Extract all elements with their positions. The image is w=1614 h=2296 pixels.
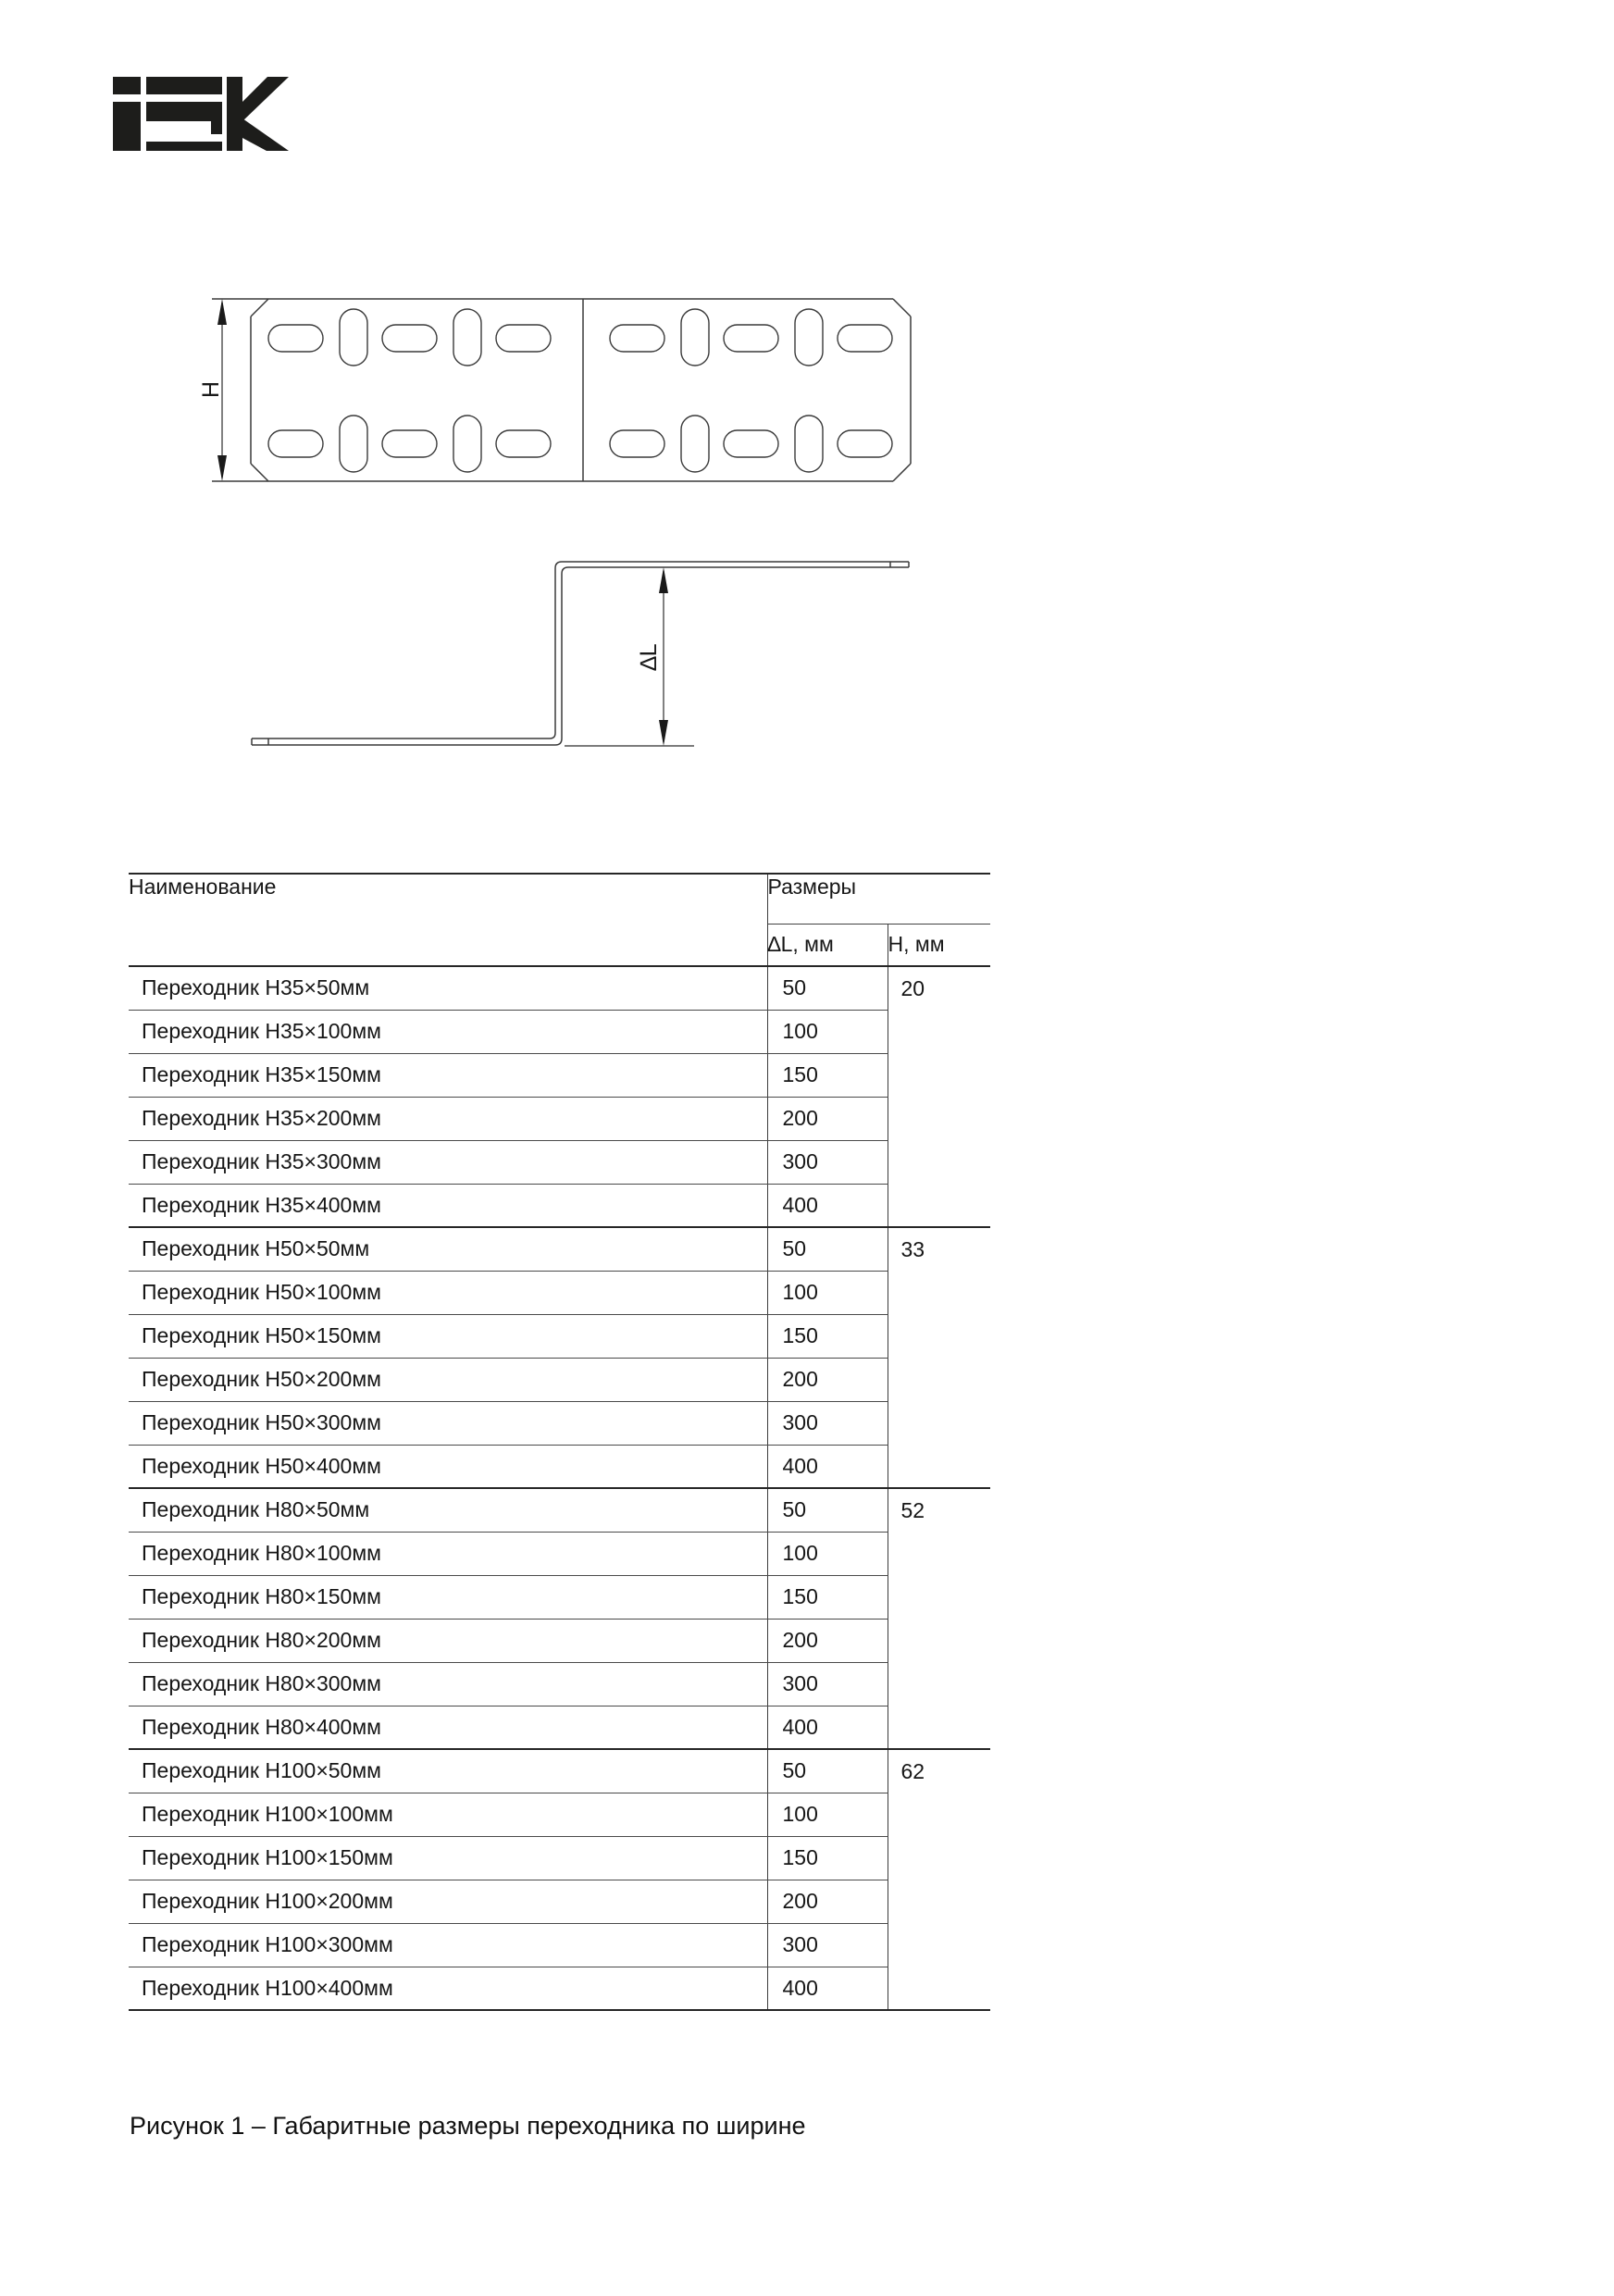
h-value-cell: 33 xyxy=(888,1227,990,1488)
product-name-cell: Переходник H100×50мм xyxy=(129,1749,767,1793)
product-name-cell: Переходник H35×200мм xyxy=(129,1097,767,1140)
dl-value-cell: 50 xyxy=(767,1227,888,1271)
dl-value-cell: 100 xyxy=(767,1010,888,1053)
dl-value-cell: 150 xyxy=(767,1314,888,1358)
product-name-cell: Переходник H35×100мм xyxy=(129,1010,767,1053)
dl-value-cell: 300 xyxy=(767,1662,888,1706)
product-name-cell: Переходник H50×150мм xyxy=(129,1314,767,1358)
table-row xyxy=(129,966,990,1010)
table-row xyxy=(129,1749,990,1793)
product-name-cell: Переходник H35×150мм xyxy=(129,1053,767,1097)
dl-value-cell: 400 xyxy=(767,1445,888,1488)
table-row xyxy=(129,1488,990,1532)
dl-value-cell: 200 xyxy=(767,1358,888,1401)
dl-value-cell: 50 xyxy=(767,966,888,1010)
product-name-cell: Переходник H35×400мм xyxy=(129,1184,767,1227)
table-row xyxy=(129,1619,990,1662)
product-name-cell: Переходник H50×400мм xyxy=(129,1445,767,1488)
dl-dim-label: ∆L xyxy=(636,643,662,671)
product-name-cell: Переходник H50×300мм xyxy=(129,1401,767,1445)
table-row xyxy=(129,1010,990,1053)
table-row xyxy=(129,1793,990,1836)
dl-value-cell: 100 xyxy=(767,1532,888,1575)
table-row xyxy=(129,1575,990,1619)
dl-value-cell: 300 xyxy=(767,1923,888,1967)
table-row xyxy=(129,1271,990,1314)
dl-value-cell: 300 xyxy=(767,1401,888,1445)
product-name-cell: Переходник H35×300мм xyxy=(129,1140,767,1184)
column-header-h: H, мм xyxy=(888,924,990,966)
product-name-cell: Переходник H35×50мм xyxy=(129,966,767,1010)
product-name-cell: Переходник H100×100мм xyxy=(129,1793,767,1836)
dl-value-cell: 100 xyxy=(767,1793,888,1836)
table-row xyxy=(129,1053,990,1097)
h-value-cell: 20 xyxy=(888,966,990,1227)
h-dim-label: H xyxy=(198,380,224,399)
product-name-cell: Переходник H80×200мм xyxy=(129,1619,767,1662)
dl-dimension xyxy=(565,567,694,746)
table-row xyxy=(129,1923,990,1967)
dl-value-cell: 400 xyxy=(767,1184,888,1227)
product-name-cell: Переходник H80×150мм xyxy=(129,1575,767,1619)
dimension-drawings xyxy=(0,0,1018,814)
product-name-cell: Переходник H50×100мм xyxy=(129,1271,767,1314)
column-header-name: Наименование xyxy=(129,874,767,966)
h-value-cell: 52 xyxy=(888,1488,990,1749)
table-row xyxy=(129,1401,990,1445)
dl-value-cell: 150 xyxy=(767,1053,888,1097)
slot-holes xyxy=(268,309,892,472)
table-row xyxy=(129,1836,990,1880)
table-row xyxy=(129,1184,990,1227)
product-name-cell: Переходник H80×400мм xyxy=(129,1706,767,1749)
table-row xyxy=(129,1662,990,1706)
product-name-cell: Переходник H80×50мм xyxy=(129,1488,767,1532)
dl-value-cell: 400 xyxy=(767,1706,888,1749)
dl-value-cell: 400 xyxy=(767,1967,888,2010)
top-view-drawing xyxy=(198,299,911,481)
table-row xyxy=(129,1532,990,1575)
product-name-cell: Переходник H80×100мм xyxy=(129,1532,767,1575)
dl-value-cell: 100 xyxy=(767,1271,888,1314)
product-name-cell: Переходник H100×400мм xyxy=(129,1967,767,2010)
table-row xyxy=(129,1706,990,1749)
dl-value-cell: 50 xyxy=(767,1749,888,1793)
dl-value-cell: 200 xyxy=(767,1619,888,1662)
figure-caption: Рисунок 1 – Габаритные размеры переходника по ширине xyxy=(130,2112,806,2140)
table-row xyxy=(129,1140,990,1184)
h-value-cell: 62 xyxy=(888,1749,990,2010)
product-name-cell: Переходник H100×150мм xyxy=(129,1836,767,1880)
dl-value-cell: 150 xyxy=(767,1575,888,1619)
column-header-dl: ∆L, мм xyxy=(767,924,888,966)
dimensions-table xyxy=(129,873,990,2011)
dl-value-cell: 50 xyxy=(767,1488,888,1532)
side-view-drawing xyxy=(252,562,909,746)
dl-value-cell: 150 xyxy=(767,1836,888,1880)
table-row xyxy=(129,1097,990,1140)
table-row xyxy=(129,1314,990,1358)
dl-value-cell: 300 xyxy=(767,1140,888,1184)
table-row xyxy=(129,1967,990,2010)
product-name-cell: Переходник H100×300мм xyxy=(129,1923,767,1967)
table-row xyxy=(129,1880,990,1923)
table-row xyxy=(129,1445,990,1488)
product-name-cell: Переходник H50×50мм xyxy=(129,1227,767,1271)
table-row xyxy=(129,1227,990,1271)
product-name-cell: Переходник H100×200мм xyxy=(129,1880,767,1923)
product-name-cell: Переходник H80×300мм xyxy=(129,1662,767,1706)
table-body xyxy=(129,966,990,2010)
product-name-cell: Переходник H50×200мм xyxy=(129,1358,767,1401)
column-header-sizes: Размеры xyxy=(767,874,990,924)
h-dimension xyxy=(198,299,227,481)
dl-value-cell: 200 xyxy=(767,1880,888,1923)
table-row xyxy=(129,1358,990,1401)
dl-value-cell: 200 xyxy=(767,1097,888,1140)
